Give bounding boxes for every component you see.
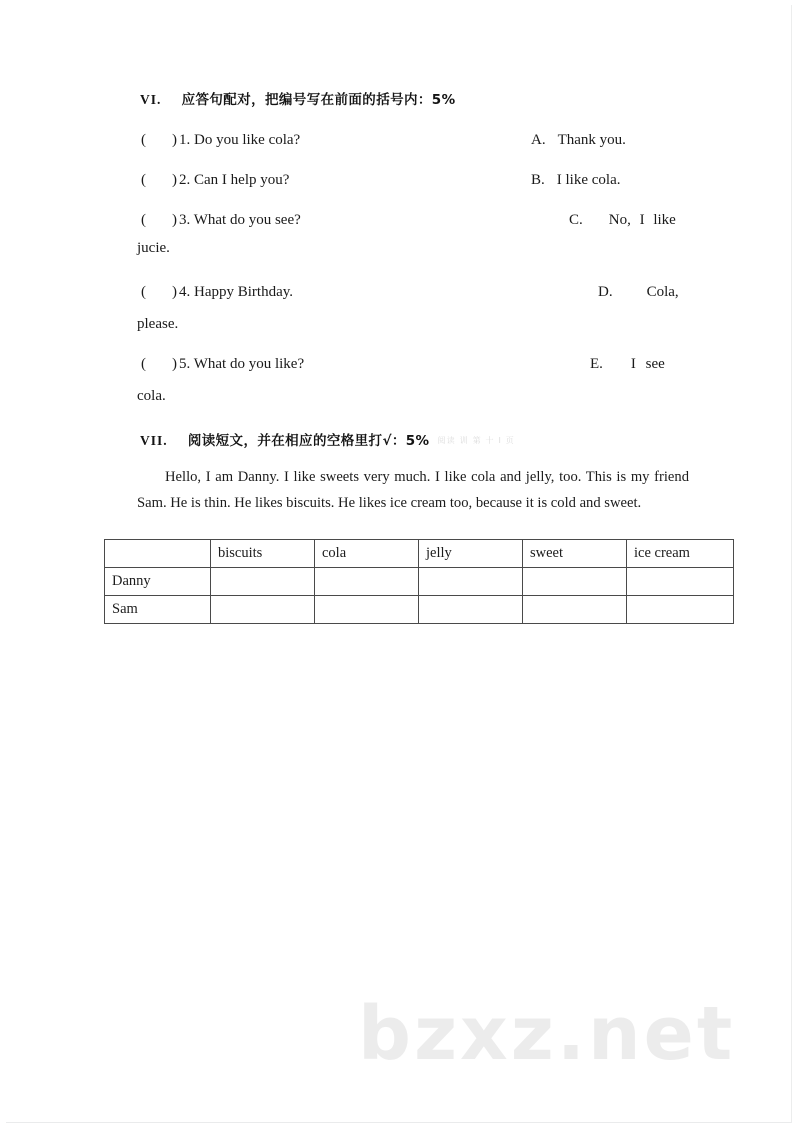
table-row (105, 568, 734, 596)
answer-blank-paren-close[interactable]: ) (172, 132, 177, 148)
section-vii-title: 阅读短文，并在相应的空格里打√：5% (187, 433, 430, 449)
section-vii-note: 阅读 训 第 十 I 页 (437, 436, 515, 445)
reading-passage: Hello, I am Danny. I like sweets very much. I like cola and jelly, too. This is my friend Sam. He is thin. He likes biscuits. He likes ice cream too, because it is cold and sweet. (137, 469, 689, 511)
answer-blank-paren-open[interactable]: ( (141, 212, 146, 228)
match-row (141, 212, 701, 234)
match-row (141, 284, 701, 306)
match-row (141, 356, 701, 378)
option-d-wrap: please. (137, 316, 179, 332)
question-number: 1. (179, 132, 191, 148)
tick-cell-danny-cola[interactable] (315, 568, 419, 596)
question-5 (141, 356, 304, 373)
option-e (590, 356, 665, 373)
section-vi-roman: VI. (140, 92, 162, 107)
question-4 (141, 284, 293, 301)
option-b (531, 172, 621, 189)
match-row (141, 172, 701, 194)
option-a (531, 132, 626, 149)
table-header-sweet: sweet (523, 540, 627, 568)
table-header-jelly: jelly (419, 540, 523, 568)
question-text: Can I help you? (194, 172, 290, 188)
option-text: I see (630, 356, 665, 372)
question-text: What do you see? (193, 212, 301, 228)
question-text: Do you like cola? (194, 132, 301, 148)
answer-blank-paren-close[interactable]: ) (172, 212, 177, 228)
option-c-wrap: jucie. (137, 240, 170, 256)
watermark: bzxz.net (358, 991, 736, 1077)
option-letter: E. (590, 356, 603, 372)
tick-cell-sam-jelly[interactable] (419, 596, 523, 624)
answer-blank-paren-close[interactable]: ) (172, 356, 177, 372)
tick-cell-sam-ice-cream[interactable] (627, 596, 734, 624)
section-vii-roman: VII. (140, 433, 168, 448)
answer-blank-paren-close[interactable]: ) (172, 172, 177, 188)
table-row (105, 596, 734, 624)
table-header-biscuits: biscuits (211, 540, 315, 568)
tick-cell-sam-cola[interactable] (315, 596, 419, 624)
section-vii-heading (140, 429, 515, 449)
option-d (598, 284, 679, 301)
answer-blank-paren-open[interactable]: ( (141, 172, 146, 188)
tick-cell-danny-ice-cream[interactable] (627, 568, 734, 596)
option-letter: D. (598, 284, 613, 300)
question-2 (141, 172, 289, 189)
question-1 (141, 132, 300, 149)
question-3 (141, 212, 301, 229)
option-text: Cola, (646, 284, 679, 300)
tick-cell-danny-biscuits[interactable] (211, 568, 315, 596)
section-vi-heading (140, 88, 456, 108)
table-header-cola: cola (315, 540, 419, 568)
question-text: Happy Birthday. (194, 284, 294, 300)
option-text: Thank you. (557, 132, 626, 148)
table-corner-cell (105, 540, 211, 568)
table-header-ice-cream: ice cream (627, 540, 734, 568)
section-vi-title: 应答句配对，把编号写在前面的括号内：5% (181, 92, 456, 108)
tick-table (104, 539, 734, 624)
tick-cell-sam-biscuits[interactable] (211, 596, 315, 624)
question-number: 5. (179, 356, 191, 372)
table-header-row (105, 540, 734, 568)
option-e-wrap: cola. (137, 388, 166, 404)
tick-cell-sam-sweet[interactable] (523, 596, 627, 624)
option-text: I like cola. (556, 172, 621, 188)
answer-blank-paren-open[interactable]: ( (141, 284, 146, 300)
option-c (569, 212, 676, 229)
tick-cell-danny-sweet[interactable] (523, 568, 627, 596)
option-text: No, I like (608, 212, 676, 228)
question-text: What do you like? (193, 356, 305, 372)
question-number: 4. (179, 284, 191, 300)
answer-blank-paren-close[interactable]: ) (172, 284, 177, 300)
option-letter: C. (569, 212, 583, 228)
question-number: 2. (179, 172, 191, 188)
match-row (141, 132, 701, 154)
option-letter: B. (531, 172, 545, 188)
option-letter: A. (531, 132, 546, 148)
tick-cell-danny-jelly[interactable] (419, 568, 523, 596)
row-label-danny: Danny (105, 568, 211, 596)
answer-blank-paren-open[interactable]: ( (141, 132, 146, 148)
question-number: 3. (179, 212, 191, 228)
answer-blank-paren-open[interactable]: ( (141, 356, 146, 372)
row-label-sam: Sam (105, 596, 211, 624)
